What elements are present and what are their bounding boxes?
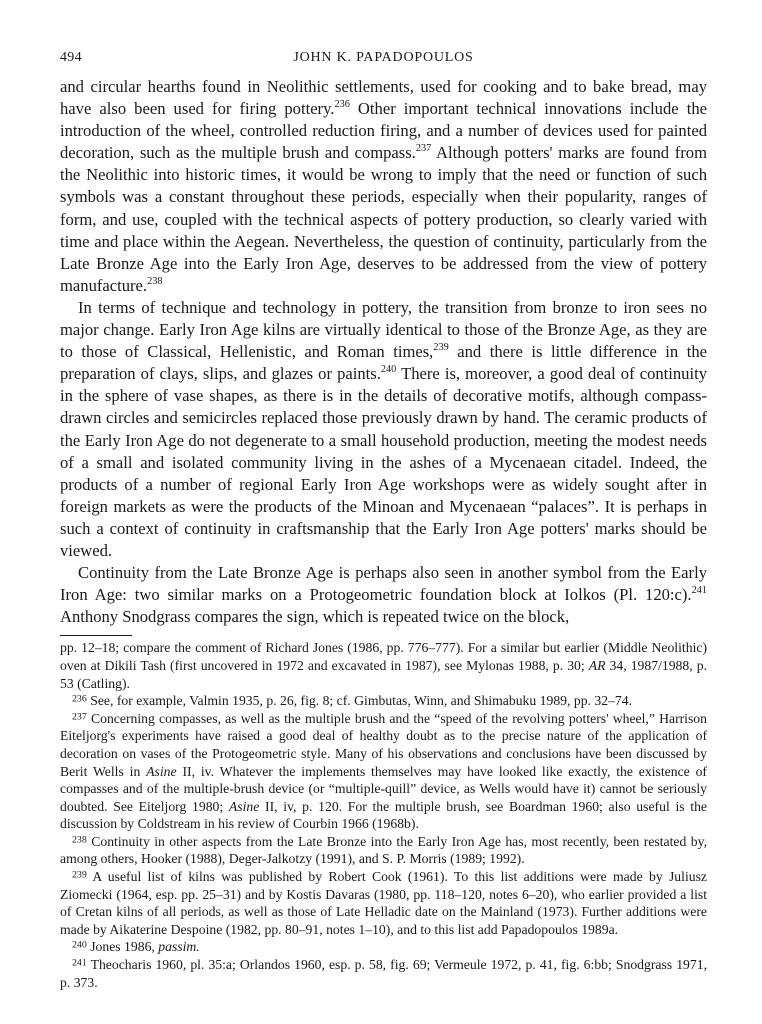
footnote-236 <box>60 692 707 710</box>
footnote-237 <box>60 710 707 833</box>
footnote-239 <box>60 868 707 938</box>
footnote-239-text: A useful list of kilns was published by Robert Cook (1961). To this list additions were made by Juliusz Ziomecki (1964, esp. pp. 25–31) and by Kostis Davaras (1980, pp. 118–120, notes 6–20), who earlier provided a list of Cretan kilns of all periods, as well as those of Late Helladic date on the Mainland (1973). Further additions were made by Aikaterine Despoine (1982, pp. 80–91, notes 1–10), and to this list add Papadopoulos 1989a. <box>60 869 707 937</box>
footnote-ref-238: 238 <box>147 275 163 287</box>
footnote-number-237: 237 <box>72 711 87 723</box>
paragraph-1 <box>60 76 707 297</box>
footnote-divider <box>60 635 132 636</box>
footnote-number-241: 241 <box>72 957 87 969</box>
footnote-238-text: Continuity in other aspects from the Late Bronze into the Early Iron Age has, most recently, been restated by, among others, Hooker (1988), Deger-Jalkotzy (1991), and S. P. Morris (1989; 1992). <box>60 833 707 867</box>
footnote-continuation-text-b: 34, 1987/1988, p. 53 (Catling). <box>60 657 707 691</box>
footnote-continuation-italic: AR <box>588 657 606 673</box>
paragraph-1-text-b: Other important technical innovations include the introduction of the wheel, controlled reduction firing, and a number of devices used for painted decoration, such as the multiple brush and compass. <box>60 99 707 163</box>
running-title: JOHN K. PAPADOPOULOS <box>293 50 474 65</box>
footnote-238 <box>60 833 707 868</box>
footnote-237-text-b: II, iv. Whatever the implements themselves may have looked like exactly, the existence of compasses and of the multiple-brush device (or “multiple-quill” device, as Wells would have it) cannot be seriously doubted. See Eiteljorg 1980; <box>60 763 707 814</box>
footnote-237-text-c: II, iv, p. 120. For the multiple brush, see Boardman 1960; also useful is the discussion by Coldstream in his review of Courbin 1966 (1968b). <box>60 798 708 832</box>
footnote-241 <box>60 956 707 991</box>
paragraph-3 <box>60 562 707 628</box>
paragraph-2-text-b: and there is little difference in the preparation of clays, slips, and glazes or paints. <box>60 342 707 384</box>
footnote-ref-236: 236 <box>334 99 350 111</box>
footnote-240 <box>60 938 707 956</box>
paragraph-3-text-a: Continuity from the Late Bronze Age is perhaps also seen in another symbol from the Early Iron Age: two similar marks on a Protogeometric foundation block at Iolkos (Pl. 120:c). <box>60 563 707 605</box>
footnote-ref-240: 240 <box>380 364 397 376</box>
footnote-240-italic: passim. <box>158 939 200 955</box>
footnote-ref-237: 237 <box>415 143 432 155</box>
footnote-continuation <box>60 639 707 692</box>
body-text <box>60 76 707 628</box>
footnote-number-240: 240 <box>72 940 87 951</box>
footnote-241-text: Theocharis 1960, pl. 35:a; Orlandos 1960, esp. p. 58, fig. 69; Vermeule 1972, p. 41, fig. 6:bb; Snodgrass 1971, p. 373. <box>60 957 707 990</box>
paragraph-2-text-c: There is, moreover, a good deal of continuity in the sphere of vase shapes, as there is in the details of decorative motifs, although compass-drawn circles and semicircles replaced those previously drawn by hand. The ceramic products of the Early Iron Age do not degenerate to a small household production, meeting the modest needs of a small and isolated community living in the ashes of a Mycenaean citadel. Indeed, the products of a number of regional Early Iron Age workshops were as widely sought after in foreign markets as were the products of the Minoan and Mycenaean “palaces”. It is perhaps in such a context of continuity in craftsmanship that the Early Iron Age potters' marks should be viewed. <box>60 364 707 560</box>
footnote-number-236: 236 <box>72 693 87 705</box>
page <box>60 50 707 991</box>
paragraph-1-text-c: Although potters' marks are found from the Neolithic into historic times, it would be wrong to imply that the need or function of such symbols was a constant throughout these periods, especially when their popularity, ranges of form, and use, coupled with the technical aspects of pottery production, so clearly varied with time and place within the Aegean. Nevertheless, the question of continuity, particularly from the Late Bronze Age into the Early Iron Age, deserves to be addressed from the view of pottery manufacture. <box>60 143 708 295</box>
footnote-237-italic-2: Asine <box>228 798 260 814</box>
paragraph-3-text-b: Anthony Snodgrass compares the sign, which is repeated twice on the block, <box>60 607 570 627</box>
footnote-ref-241: 241 <box>691 585 707 597</box>
paragraph-1-text-a: and circular hearths found in Neolithic settlements, used for cooking and to bake bread, may have also been used for firing pottery. <box>60 77 707 119</box>
paragraph-2 <box>60 297 707 562</box>
footnote-237-text-a: Concerning compasses, as well as the multiple brush and the “speed of the revolving potters' wheel,” Harrison Eiteljorg's experiments have raised a good deal of healthy doubt as to the precise nature of the application of decoration on vases of the Protogeometric style. Many of his observations and conclusions have been discussed by Berit Wells in <box>60 710 707 779</box>
footnote-number-239: 239 <box>72 869 87 881</box>
footnote-237-italic-1: Asine <box>146 763 177 779</box>
footnote-236-text: See, for example, Valmin 1935, p. 26, fig. 8; cf. Gimbutas, Winn, and Shimabuku 1989, pp. 32–74. <box>86 693 633 709</box>
page-number: 494 <box>60 50 82 65</box>
paragraph-2-text-a: In terms of technique and technology in pottery, the transition from bronze to iron sees no major change. Early Iron Age kilns are virtually identical to those of the Bronze Age, as they are to those of Classical, Hellenistic, and Roman times, <box>60 297 707 362</box>
footnote-number-238: 238 <box>72 834 87 846</box>
footnote-ref-239: 239 <box>433 342 449 354</box>
footnotes <box>60 639 707 991</box>
footnote-240-text: Jones 1986, <box>86 939 159 955</box>
running-head <box>60 50 707 72</box>
footnote-continuation-text-a: pp. 12–18; compare the comment of Richard Jones (1986, pp. 776–777). For a similar but earlier (Middle Neolithic) oven at Dikili Tash (first uncovered in 1972 and excavated in 1987), see Mylonas 1988, p. 30; <box>60 640 707 673</box>
